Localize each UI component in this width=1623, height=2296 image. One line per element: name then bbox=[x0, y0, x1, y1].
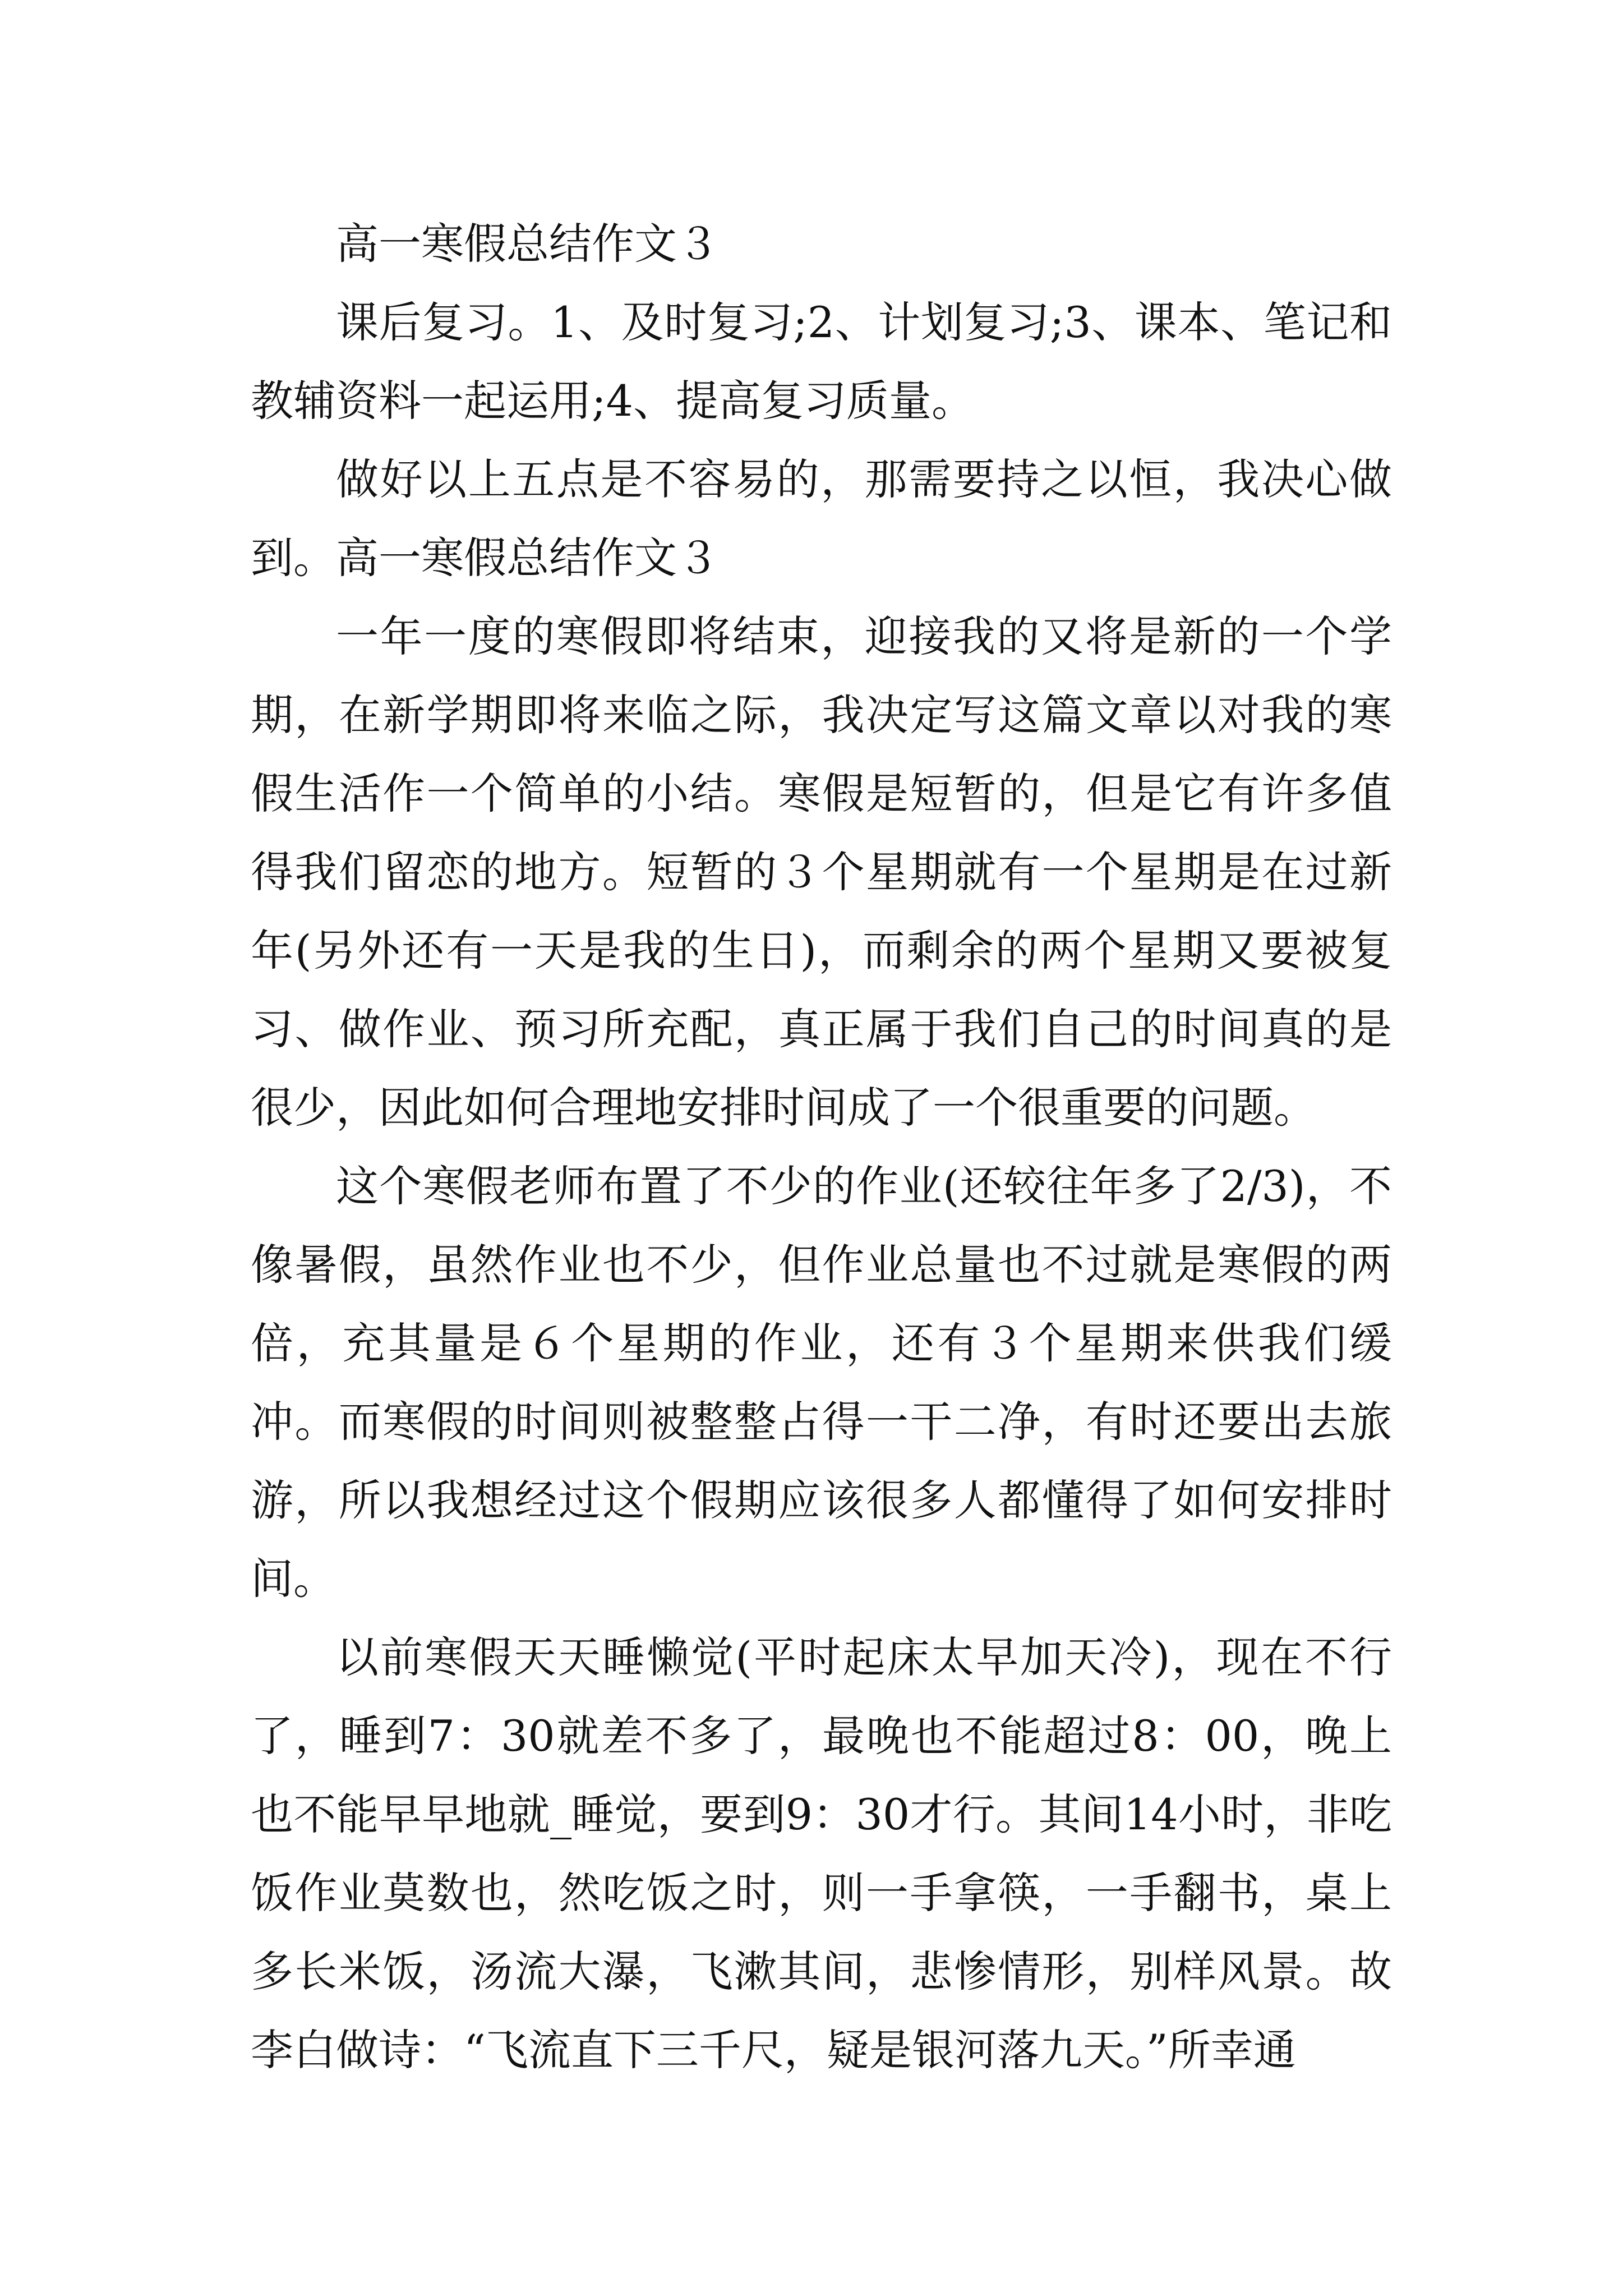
paragraph-persistence: 做好以上五点是不容易的，那需要持之以恒，我决心做到。高一寒假总结作文３ bbox=[251, 454, 1392, 583]
paragraph-daily-routine: 以前寒假天天睡懒觉(平时起床太早加天冷)，现在不行了，睡到7：30就差不多了，最晚也不能超过8：00，晚上也不能早早地就_睡觉，要到9：30才行。其间14小时，非吃饭作业莫数也，然吃饭之时，则一手拿筷，一手翻书，桌上多长米饭，汤流大瀑，飞漱其间，悲惨情形，别样风景。故李白做诗：“飞流直下三千尺，疑是银河落九天。”所幸通 bbox=[251, 1632, 1392, 2075]
document-body bbox=[251, 205, 1392, 2090]
paragraph-winter-break: 一年一度的寒假即将结束，迎接我的又将是新的一个学期，在新学期即将来临之际，我决定写这篇文章以对我的寒假生活作一个简单的小结。寒假是短暂的，但是它有许多值得我们留恋的地方。短暂的３个星期就有一个星期是在过新年(另外还有一天是我的生日)，而剩余的两个星期又要被复习、做作业、预习所充配，真正属于我们自己的时间真的是很少，因此如何合理地安排时间成了一个很重要的问题。 bbox=[251, 611, 1392, 1133]
essay-heading-1: 高一寒假总结作文３ bbox=[336, 219, 720, 269]
paragraph-review: 课后复习。1、及时复习;2、计划复习;3、课本、笔记和教辅资料一起运用;4、提高复习质量。 bbox=[251, 297, 1392, 426]
paragraph-homework: 这个寒假老师布置了不少的作业(还较往年多了2/3)，不像暑假，虽然作业也不少，但作业总量也不过就是寒假的两倍，充其量是６个星期的作业，还有３个星期来供我们缓冲。而寒假的时间则被整整占得一干二净，有时还要出去旅游，所以我想经过这个假期应该很多人都懂得了如何安排时间。 bbox=[251, 1161, 1392, 1604]
